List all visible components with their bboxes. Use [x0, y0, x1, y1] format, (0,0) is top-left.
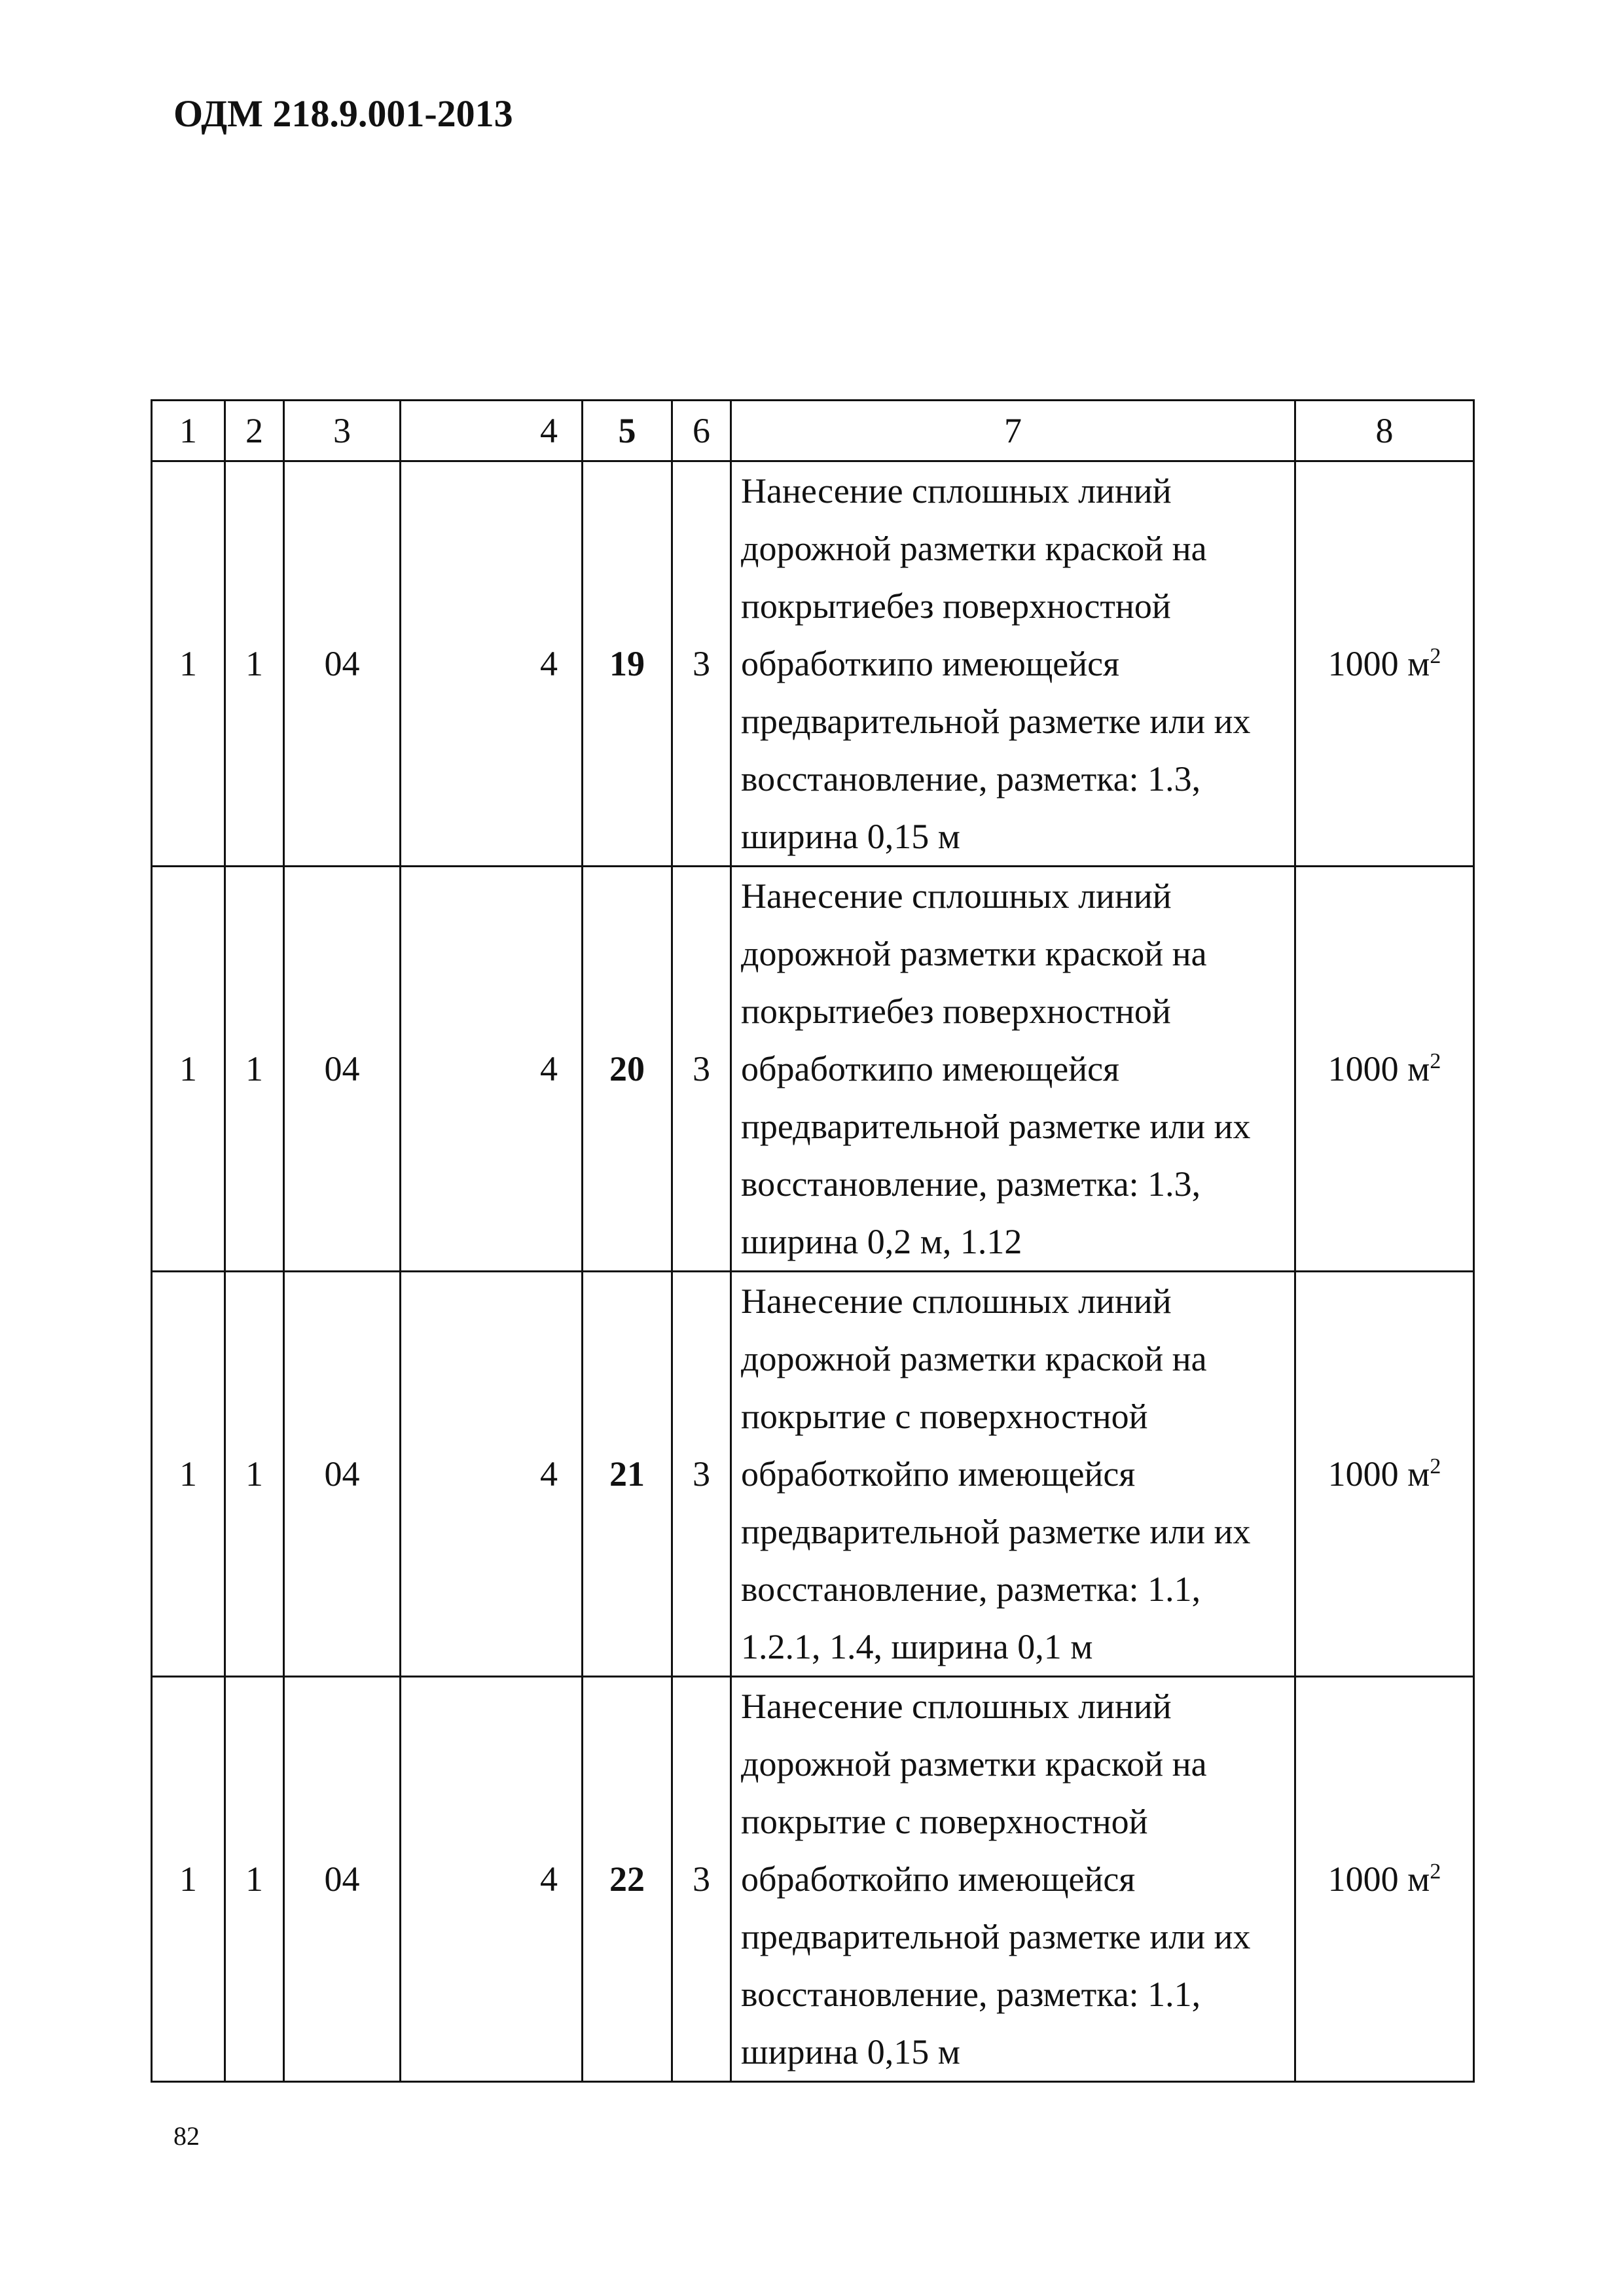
cell-c6: 3	[672, 1272, 731, 1677]
cell-description: Нанесение сплошных линий дорожной разметки краской на покрытие с поверхностной обработкойпо имеющейся предварительной разметке или их восстановление, разметка: 1.1, ширина 0,15 м	[731, 1677, 1295, 2082]
cell-c1: 1	[152, 461, 225, 867]
header-cell: 8	[1295, 401, 1474, 461]
cell-c6: 3	[672, 461, 731, 867]
header-cell: 6	[672, 401, 731, 461]
page-number: 82	[173, 2121, 200, 2151]
header-cell: 3	[284, 401, 401, 461]
unit-superscript: 2	[1430, 1049, 1441, 1073]
cell-unit	[1295, 1677, 1474, 2082]
cell-unit	[1295, 1272, 1474, 1677]
header-cell: 4	[401, 401, 583, 461]
cell-c3: 04	[284, 1677, 401, 2082]
cell-description: Нанесение сплошных линий дорожной разметки краской на покрытиебез поверхностной обработкипо имеющейся предварительной разметке или их восстановление, разметка: 1.3, ширина 0,2 м, 1.12	[731, 867, 1295, 1272]
cell-c4: 4	[401, 1272, 583, 1677]
cell-c5: 19	[583, 461, 672, 867]
header-cell: 5	[583, 401, 672, 461]
cell-c3: 04	[284, 461, 401, 867]
norms-table	[151, 399, 1475, 2083]
unit-text: 1000 м	[1327, 644, 1430, 683]
table-row	[152, 1677, 1474, 2082]
unit-superscript: 2	[1430, 1859, 1441, 1884]
cell-unit	[1295, 461, 1474, 867]
header-cell: 2	[225, 401, 284, 461]
unit-superscript: 2	[1430, 1454, 1441, 1479]
cell-unit	[1295, 867, 1474, 1272]
cell-c2: 1	[225, 867, 284, 1272]
cell-c5: 21	[583, 1272, 672, 1677]
cell-c5: 20	[583, 867, 672, 1272]
cell-c6: 3	[672, 1677, 731, 2082]
header-cell: 1	[152, 401, 225, 461]
document-code: ОДМ 218.9.001-2013	[173, 92, 513, 135]
unit-superscript: 2	[1430, 644, 1441, 668]
unit-text: 1000 м	[1327, 1859, 1430, 1899]
cell-c5: 22	[583, 1677, 672, 2082]
cell-c2: 1	[225, 1677, 284, 2082]
unit-text: 1000 м	[1327, 1049, 1430, 1088]
cell-c4: 4	[401, 867, 583, 1272]
header-row	[152, 401, 1474, 461]
cell-c3: 04	[284, 867, 401, 1272]
table-row	[152, 867, 1474, 1272]
cell-description: Нанесение сплошных линий дорожной разметки краской на покрытиебез поверхностной обработкипо имеющейся предварительной разметке или их восстановление, разметка: 1.3, ширина 0,15 м	[731, 461, 1295, 867]
table-row	[152, 1272, 1474, 1677]
unit-text: 1000 м	[1327, 1454, 1430, 1494]
table-row	[152, 461, 1474, 867]
cell-c4: 4	[401, 1677, 583, 2082]
cell-c3: 04	[284, 1272, 401, 1677]
cell-c6: 3	[672, 867, 731, 1272]
cell-c1: 1	[152, 1272, 225, 1677]
cell-c1: 1	[152, 1677, 225, 2082]
cell-c1: 1	[152, 867, 225, 1272]
cell-description: Нанесение сплошных линий дорожной разметки краской на покрытие с поверхностной обработкойпо имеющейся предварительной разметке или их восстановление, разметка: 1.1, 1.2.1, 1.4, ширина 0,1 м	[731, 1272, 1295, 1677]
cell-c4: 4	[401, 461, 583, 867]
cell-c2: 1	[225, 461, 284, 867]
header-cell: 7	[731, 401, 1295, 461]
cell-c2: 1	[225, 1272, 284, 1677]
